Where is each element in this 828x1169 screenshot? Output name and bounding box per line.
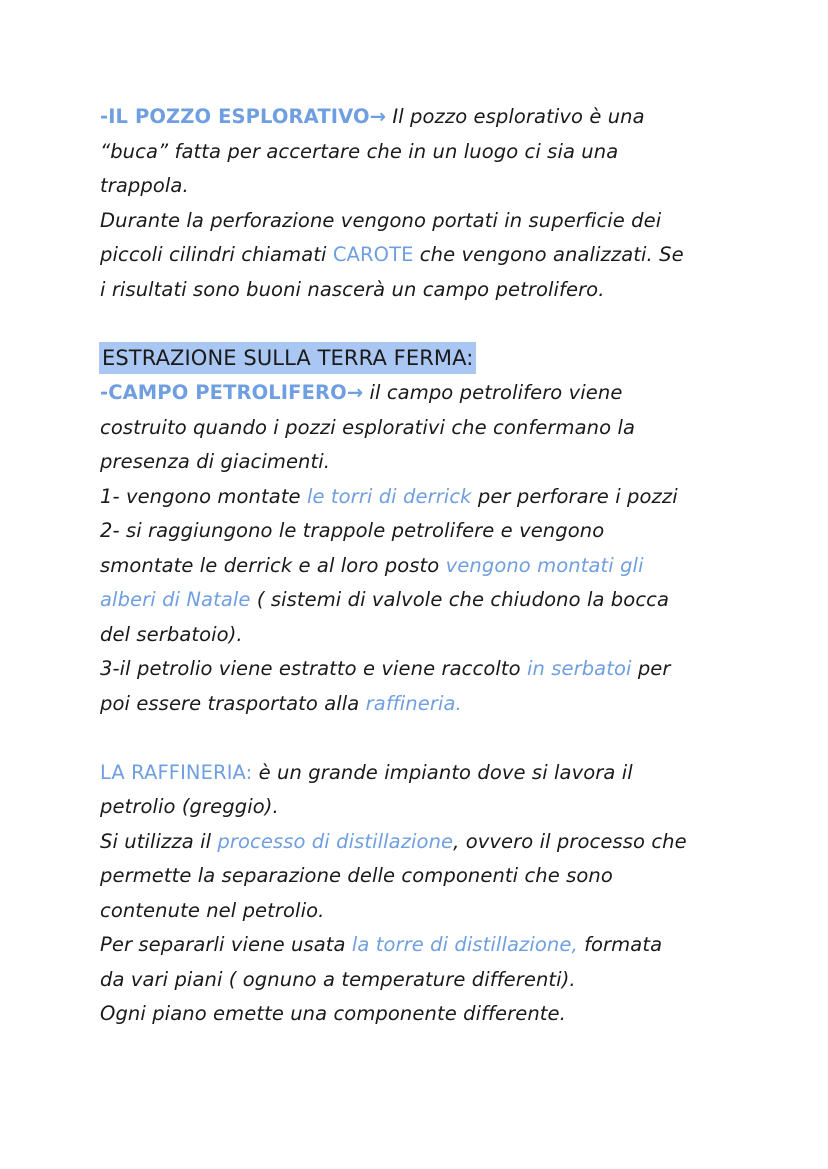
pozzo-line-3: trappola.: [100, 174, 189, 197]
pozzo-line-5: [100, 238, 740, 273]
raffineria-line-8: Ogni piano emette una componente differente.: [100, 1002, 566, 1025]
step-3-line-1: [100, 652, 740, 687]
raffineria-line-3: [100, 825, 740, 860]
distillazione-term: processo di distillazione: [217, 829, 454, 853]
step-text: poi essere trasportato alla: [100, 691, 366, 715]
campo-line-3: presenza di giacimenti.: [100, 450, 331, 473]
pozzo-text: Il pozzo esplorativo è una: [386, 105, 645, 128]
step-2-line-2: [100, 549, 740, 584]
pozzo-line-2: “buca” fatta per accertare che in un luogo ci sia una: [100, 139, 619, 163]
step-2-line-4: del serbatoio).: [100, 622, 243, 646]
step-text: ( sistemi di valvole che chiudono la bocca: [250, 588, 670, 611]
torre-term: la torre di distillazione,: [351, 933, 578, 956]
pozzo-text: piccoli cilindri chiamati: [100, 243, 333, 266]
alberi-term: alberi di Natale: [100, 588, 251, 611]
estrazione-heading-line: [100, 342, 740, 377]
raffineria-text: , ovvero il processo che: [453, 829, 687, 853]
raffineria-text: Si utilizza il: [100, 829, 218, 853]
step-1: [100, 480, 740, 515]
paragraph-gap: [100, 307, 740, 342]
campo-line-1: [100, 376, 740, 411]
campo-title: -CAMPO PETROLIFERO→: [100, 381, 364, 404]
pozzo-line-1: [100, 100, 740, 135]
step-text: smontate le derrick e al loro posto: [100, 553, 446, 577]
raffineria-line-5: contenute nel petrolio.: [100, 898, 325, 922]
raffineria-text: è un grande impianto dove si lavora il: [252, 760, 633, 784]
pozzo-title: -IL POZZO ESPLORATIVO→: [100, 105, 387, 128]
document-content: [100, 100, 740, 1032]
carote-term: CAROTE: [332, 243, 414, 266]
step-text: 3-il petrolio viene estratto e viene raccolto: [100, 657, 527, 680]
campo-line-2: costruito quando i pozzi esplorativi che confermano la: [100, 415, 636, 439]
paragraph-gap: [100, 721, 740, 756]
raffineria-term: raffineria.: [365, 691, 462, 715]
step-3-line-2: [100, 687, 740, 722]
serbatoi-term: in serbatoi: [526, 657, 632, 680]
step-2-line-1: 2- si raggiungono le trappole petrolifere e vengono: [100, 519, 605, 542]
section-heading: ESTRAZIONE SULLA TERRA FERMA:: [99, 342, 476, 374]
pozzo-text: che vengono analizzati. Se: [413, 243, 684, 266]
raffineria-line-2: petrolio (greggio).: [100, 795, 279, 818]
step-text: 1- vengono montate: [100, 484, 307, 508]
step-text: per: [631, 657, 671, 680]
raffineria-line-4: permette la separazione delle componenti che sono: [100, 864, 613, 887]
campo-text: il campo petrolifero viene: [363, 381, 623, 404]
raffineria-text: Per separarli viene usata: [100, 933, 352, 956]
raffineria-line-1: [100, 756, 740, 791]
raffineria-line-7: da vari piani ( ognuno a temperature differenti).: [100, 967, 576, 991]
step-2-line-3: [100, 583, 740, 618]
step-text: per perforare i pozzi: [471, 484, 678, 508]
raffineria-title: LA RAFFINERIA:: [100, 760, 253, 784]
derrick-term: le torri di derrick: [306, 484, 472, 508]
raffineria-line-6: [100, 928, 740, 963]
pozzo-line-6: i risultati sono buoni nascerà un campo petrolifero.: [100, 277, 605, 301]
raffineria-text: formata: [577, 933, 663, 956]
montati-term: vengono montati gli: [445, 553, 644, 577]
pozzo-line-4: Durante la perforazione vengono portati in superficie dei: [100, 208, 662, 232]
